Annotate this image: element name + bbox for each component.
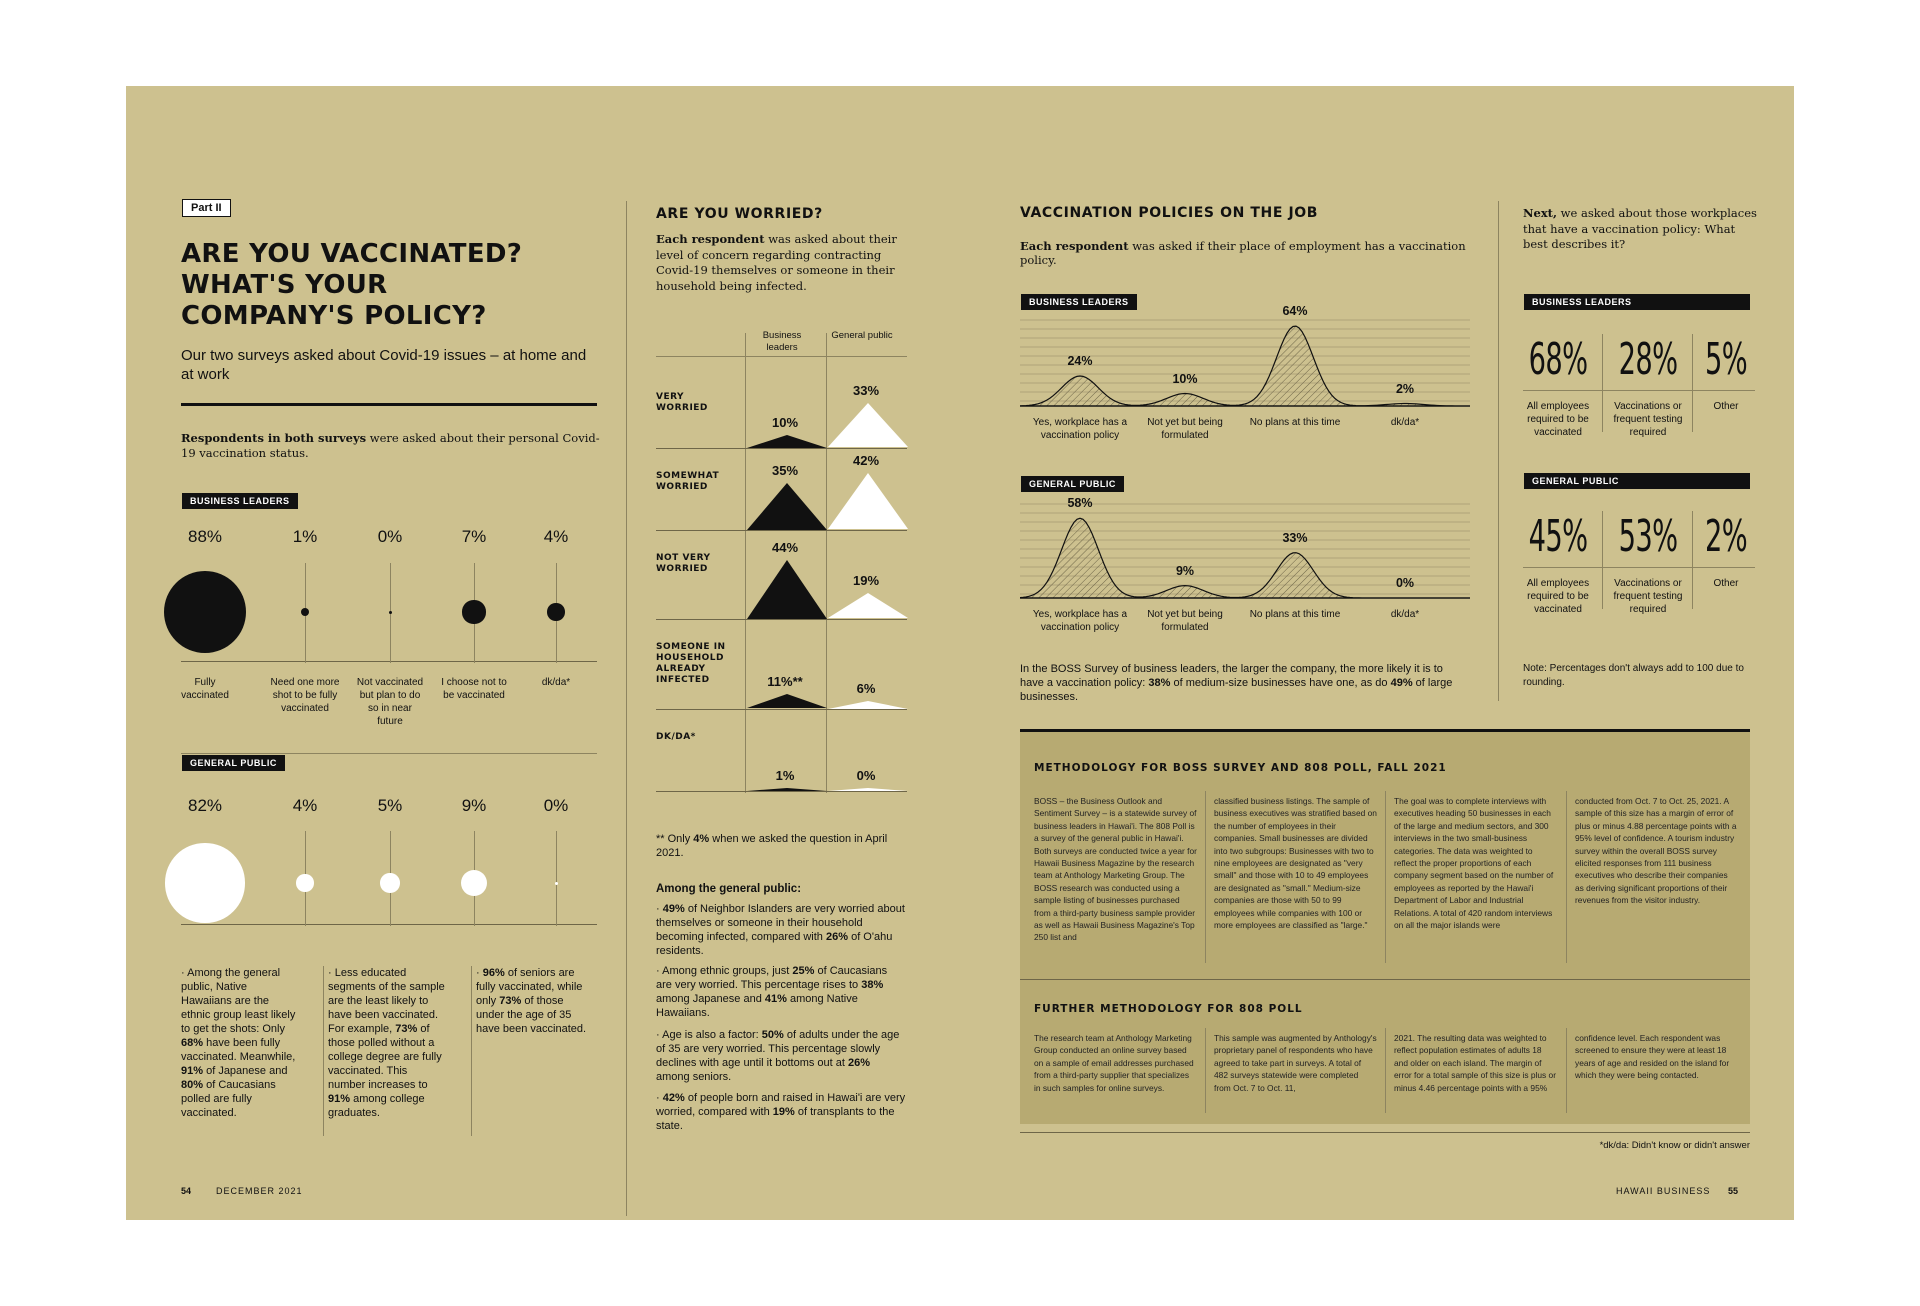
- bullet-education: · Less educated segments of the sample are the least likely to have been vaccinated. For example, 73% of those polled without a college degree are fully vaccinated. This number increases to 91% among college graduates.: [328, 967, 445, 1119]
- row-rule: [656, 448, 907, 449]
- policies-note: In the BOSS Survey of business leaders, the larger the company, the more likely it is to have a vaccination policy: 38% of medium-size businesses have one, as do 49% of large businesses.: [1020, 663, 1453, 703]
- vax-percent: 0%: [543, 796, 569, 815]
- methodology-rule: [1205, 791, 1206, 963]
- policies-intro: Each respondent was asked if their place of employment has a vaccination policy.: [1020, 239, 1466, 267]
- subtitle: Our two surveys asked about Covid-19 issues – at home and at work: [181, 347, 587, 383]
- methodology-rule: [1385, 1028, 1386, 1113]
- divider: [181, 661, 597, 662]
- vax-percent: 88%: [187, 527, 223, 546]
- worried-row-label: VERY WORRIED: [656, 392, 708, 413]
- divider: [181, 924, 597, 925]
- worried-bullet: · Among ethnic groups, just 25% of Caucasians are very worried. This percentage rises to 38% among Japanese and 41% among Native Hawaiians.: [656, 965, 888, 1019]
- public-triangle: [828, 473, 908, 529]
- desc-rule: [1523, 567, 1755, 568]
- vax-percent: 82%: [187, 796, 223, 815]
- describes-public-tag: GENERAL PUBLIC: [1524, 473, 1750, 489]
- describe-category: Other: [1713, 578, 1739, 589]
- policy-category: dk/da*: [1390, 417, 1420, 428]
- worried-bullet: · Age is also a factor: 50% of adults under the age of 35 are very worried. This percentage slowly declines with age until it bottoms out at 26% among seniors.: [656, 1029, 900, 1083]
- policies-public-tag: GENERAL PUBLIC: [1021, 476, 1124, 492]
- part-tag: Part II: [182, 199, 231, 217]
- title-line: ARE YOU VACCINATED?: [181, 239, 523, 269]
- policy-value: 2%: [1395, 381, 1415, 396]
- row-rule: [656, 709, 907, 710]
- methodology-paragraph: BOSS – the Business Outlook and Sentiment Survey – is a statewide survey of business leaders in Hawai'i. The 808 Poll is a survey of the general public in Hawai'i. Both surveys are conducted twice a year for Hawaii Business Magazine by the research team at Anthology Marketing Group. The BOSS research was conducted using a sample listing of businesses purchased from a third-party business sample provider as well as Hawaii Business Magazine's Top 250 list and: [1034, 796, 1197, 943]
- divider: [181, 753, 597, 754]
- worried-row-label: SOMEWHAT WORRIED: [656, 471, 720, 492]
- business-triangle: [747, 435, 827, 448]
- column-rule: [1498, 201, 1499, 701]
- describe-value: 2%: [1704, 511, 1748, 562]
- divider: [1020, 1132, 1750, 1133]
- worried-footnote: ** Only 4% when we asked the question in April 2021.: [656, 833, 888, 859]
- worried-intro: Each respondent was asked about their level of concern regarding contracting Covid-19 themselves or someone in their household being infected.: [656, 232, 897, 293]
- general-public-tag: GENERAL PUBLIC: [182, 755, 285, 771]
- magazine-name: HAWAII BUSINESS: [1616, 1186, 1711, 1196]
- col-rule: [471, 966, 472, 1136]
- describes-intro: Next, we asked about those workplaces that have a vaccination policy: What best describes it?: [1523, 206, 1757, 251]
- business-worried-value: 10%: [771, 414, 799, 430]
- business-worried-value: 1%: [775, 768, 795, 783]
- policy-category: No plans at this time: [1249, 417, 1341, 428]
- bullet-seniors: · 96% of seniors are fully vaccinated, while only 73% of those under the age of 35 have been vaccinated.: [476, 967, 587, 1035]
- vax-percent: 0%: [377, 527, 403, 546]
- column-rule: [626, 201, 627, 1216]
- page-number-right: 55: [1728, 1186, 1739, 1196]
- bullet-native-hawaiians: · Among the general public, Native Hawaiians are the ethnic group least likely to get the shots: Only 68% have been fully vaccinated. Meanwhile, 91% of Japanese and 80% of Caucasians polled are fully vaccinated.: [181, 967, 296, 1119]
- policy-category: No plans at this time: [1249, 609, 1341, 620]
- vax-percent: 9%: [461, 796, 487, 815]
- title-rule: [181, 403, 597, 406]
- describe-category: All employees required to be vaccinated: [1526, 578, 1590, 615]
- business-triangle: [747, 694, 827, 708]
- methodology-title: METHODOLOGY FOR BOSS SURVEY AND 808 POLL, FALL 2021: [1034, 762, 1447, 774]
- magazine-spread: [126, 86, 1794, 1220]
- policy-category: dk/da*: [1390, 609, 1420, 620]
- vax-percent: 7%: [461, 527, 487, 546]
- public-triangle: [828, 701, 908, 709]
- policy-category: Not yet but being formulated: [1147, 609, 1223, 633]
- page-number-left: 54: [181, 1186, 192, 1196]
- vax-percent: 5%: [377, 796, 403, 815]
- public-triangle: [828, 593, 908, 618]
- policy-value: 64%: [1282, 304, 1308, 318]
- methodology-rule: [1566, 791, 1567, 963]
- further-methodology-title: FURTHER METHODOLOGY FOR 808 POLL: [1034, 1003, 1303, 1015]
- vax-category: I choose not to be vaccinated: [441, 677, 507, 701]
- title-line: WHAT'S YOUR: [181, 270, 388, 300]
- vax-category: Fully vaccinated: [181, 677, 229, 701]
- describe-category: Vaccinations or frequent testing required: [1613, 401, 1683, 438]
- public-triangle: [828, 403, 908, 447]
- vax-circle: [462, 600, 485, 623]
- worried-bullet: · 49% of Neighbor Islanders are very worried about themselves or someone in their household becoming infected, compared with 26% of O'ahu residents.: [656, 903, 905, 957]
- vax-circle: [555, 882, 558, 885]
- row-rule: [656, 619, 907, 620]
- policy-value: 9%: [1175, 563, 1195, 578]
- describe-category: All employees required to be vaccinated: [1526, 401, 1590, 438]
- issue-date: DECEMBER 2021: [216, 1186, 303, 1196]
- vax-percent: 4%: [292, 796, 318, 815]
- vax-percent: 1%: [292, 527, 318, 546]
- worried-row-label: NOT VERY WORRIED: [656, 553, 711, 574]
- rounding-note: Note: Percentages don't always add to 100 due to rounding.: [1523, 663, 1744, 688]
- describe-value: 5%: [1704, 334, 1748, 385]
- business-worried-value: 44%: [771, 539, 799, 555]
- describe-value: 68%: [1528, 334, 1588, 385]
- vax-circle: [547, 603, 564, 620]
- methodology-paragraph: The goal was to complete interviews with executives heading 50 businesses in each of the large and medium sectors, and 300 interviews in the two small-business categories. The data was weighted to reflect the proper proportions of each company segment based on the number of employees as reported by the Hawai'i Department of Labor and Industrial Relations. A total of 420 random interviews on all the major islands were: [1394, 796, 1554, 931]
- worried-row-label: DK/DA*: [656, 732, 696, 742]
- policy-value: 10%: [1172, 371, 1198, 386]
- col-general-public: General public: [831, 330, 893, 341]
- policy-category: Yes, workplace has a vaccination policy: [1032, 609, 1128, 633]
- business-leaders-tag: BUSINESS LEADERS: [182, 493, 298, 509]
- describe-category: Other: [1713, 401, 1739, 412]
- vax-circle: [165, 843, 244, 922]
- title-line: COMPANY'S POLICY?: [181, 301, 487, 331]
- business-triangle: [747, 560, 827, 619]
- policy-value: 24%: [1067, 354, 1093, 368]
- col-business-leaders: Business leaders: [762, 330, 802, 353]
- worried-row-label: SOMEONE IN HOUSEHOLD ALREADY INFECTED: [656, 642, 726, 685]
- vax-circle: [164, 571, 246, 653]
- worried-title: ARE YOU WORRIED?: [656, 206, 823, 222]
- further-methodology-paragraph: The research team at Anthology Marketing Group conducted an online survey based on a sample of email addresses purchased from a third-party supplier that specializes in such samples for online surveys.: [1034, 1033, 1194, 1093]
- policy-value: 0%: [1395, 576, 1415, 590]
- methodology-rule: [1566, 1028, 1567, 1113]
- further-methodology-paragraph: confidence level. Each respondent was screened to ensure they were at least 18 years of age and resided on the island for which they were being contacted.: [1575, 1033, 1730, 1081]
- vax-stem: [556, 831, 557, 926]
- business-triangle: [747, 788, 827, 791]
- public-worried-value: 19%: [852, 573, 880, 589]
- row-rule: [656, 791, 907, 792]
- describes-business-tag: BUSINESS LEADERS: [1524, 294, 1750, 310]
- chart-rule: [745, 333, 746, 793]
- vax-circle: [380, 873, 400, 893]
- col-rule: [323, 966, 324, 1136]
- describe-category: Vaccinations or frequent testing required: [1613, 578, 1683, 615]
- policy-category: Not yet but being formulated: [1147, 417, 1223, 441]
- public-worried-value: 33%: [852, 383, 880, 399]
- among-general-public: Among the general public:: [656, 883, 802, 895]
- policy-value: 58%: [1067, 496, 1093, 511]
- vax-category: Need one more shot to be fully vaccinated: [270, 677, 340, 714]
- vax-category: dk/da*: [541, 677, 571, 688]
- further-methodology-paragraph: 2021. The resulting data was weighted to reflect population estimates of adults 18 and older on each island. The margin of error for a total sample of this size is plus or minus 4.46 percentage points with a 95%: [1394, 1033, 1556, 1093]
- vax-category: Not vaccinated but plan to do so in near future: [356, 677, 424, 727]
- divider: [1020, 979, 1750, 980]
- describe-value: 28%: [1618, 334, 1678, 385]
- policy-value: 33%: [1282, 530, 1308, 545]
- methodology-rule: [1205, 1028, 1206, 1113]
- policies-title: VACCINATION POLICIES ON THE JOB: [1020, 205, 1319, 221]
- page-title: [181, 239, 522, 332]
- desc-rule: [1523, 390, 1755, 391]
- policies-business-tag: BUSINESS LEADERS: [1021, 294, 1137, 310]
- vax-circle: [389, 611, 392, 614]
- vax-circle: [461, 870, 487, 896]
- business-worried-value: 35%: [771, 462, 799, 478]
- vax-percent: 4%: [543, 527, 569, 546]
- desc-rule: [1602, 511, 1603, 609]
- vax-circle: [301, 608, 310, 617]
- vax-circle: [296, 874, 313, 891]
- public-worried-value: 42%: [852, 453, 880, 469]
- worried-bullet: · 42% of people born and raised in Hawai'i are very worried, compared with 19% of transplants to the state.: [656, 1092, 906, 1132]
- intro-text: Respondents in both surveys were asked about their personal Covid-19 vaccination status.: [181, 431, 600, 460]
- header-rule: [656, 356, 907, 357]
- business-worried-value: 11%**: [767, 674, 803, 690]
- policy-category: Yes, workplace has a vaccination policy: [1032, 417, 1128, 441]
- describe-value: 45%: [1528, 511, 1588, 562]
- public-worried-value: 6%: [856, 680, 876, 696]
- dkda-footnote: *dk/da: Didn't know or didn't answer: [1599, 1140, 1750, 1151]
- row-rule: [656, 530, 907, 531]
- public-worried-value: 0%: [856, 768, 876, 783]
- methodology-paragraph: conducted from Oct. 7 to Oct. 25, 2021. A sample of this size has a margin of error of plus or minus 4.88 percentage points with a 95% level of confidence. A tourism industry survey within the overall BOSS survey elicited responses from 111 business executives who describe their companies as deriving significant proportions of their revenues from the visitor industry.: [1575, 796, 1737, 906]
- further-methodology-paragraph: This sample was augmented by Anthology's proprietary panel of respondents who have agreed to take part in surveys. A total of 482 surveys statewide were completed from Oct. 7 to Oct. 11,: [1214, 1033, 1377, 1093]
- describe-value: 53%: [1618, 511, 1678, 562]
- desc-rule: [1602, 334, 1603, 432]
- public-triangle: [828, 788, 908, 791]
- methodology-paragraph: classified business listings. The sample of business executives was stratified based on the number of employees in their companies. Small businesses are divided into two subgroups: Businesses with two to nine employees are designated as "very small" and those with 10 to 49 employees are designated as "small." Medium-size companies are those with 50 to 99 employees while companies with 100 or more employees are classified as "large.": [1214, 796, 1377, 931]
- methodology-rule: [1385, 791, 1386, 963]
- business-triangle: [747, 483, 827, 530]
